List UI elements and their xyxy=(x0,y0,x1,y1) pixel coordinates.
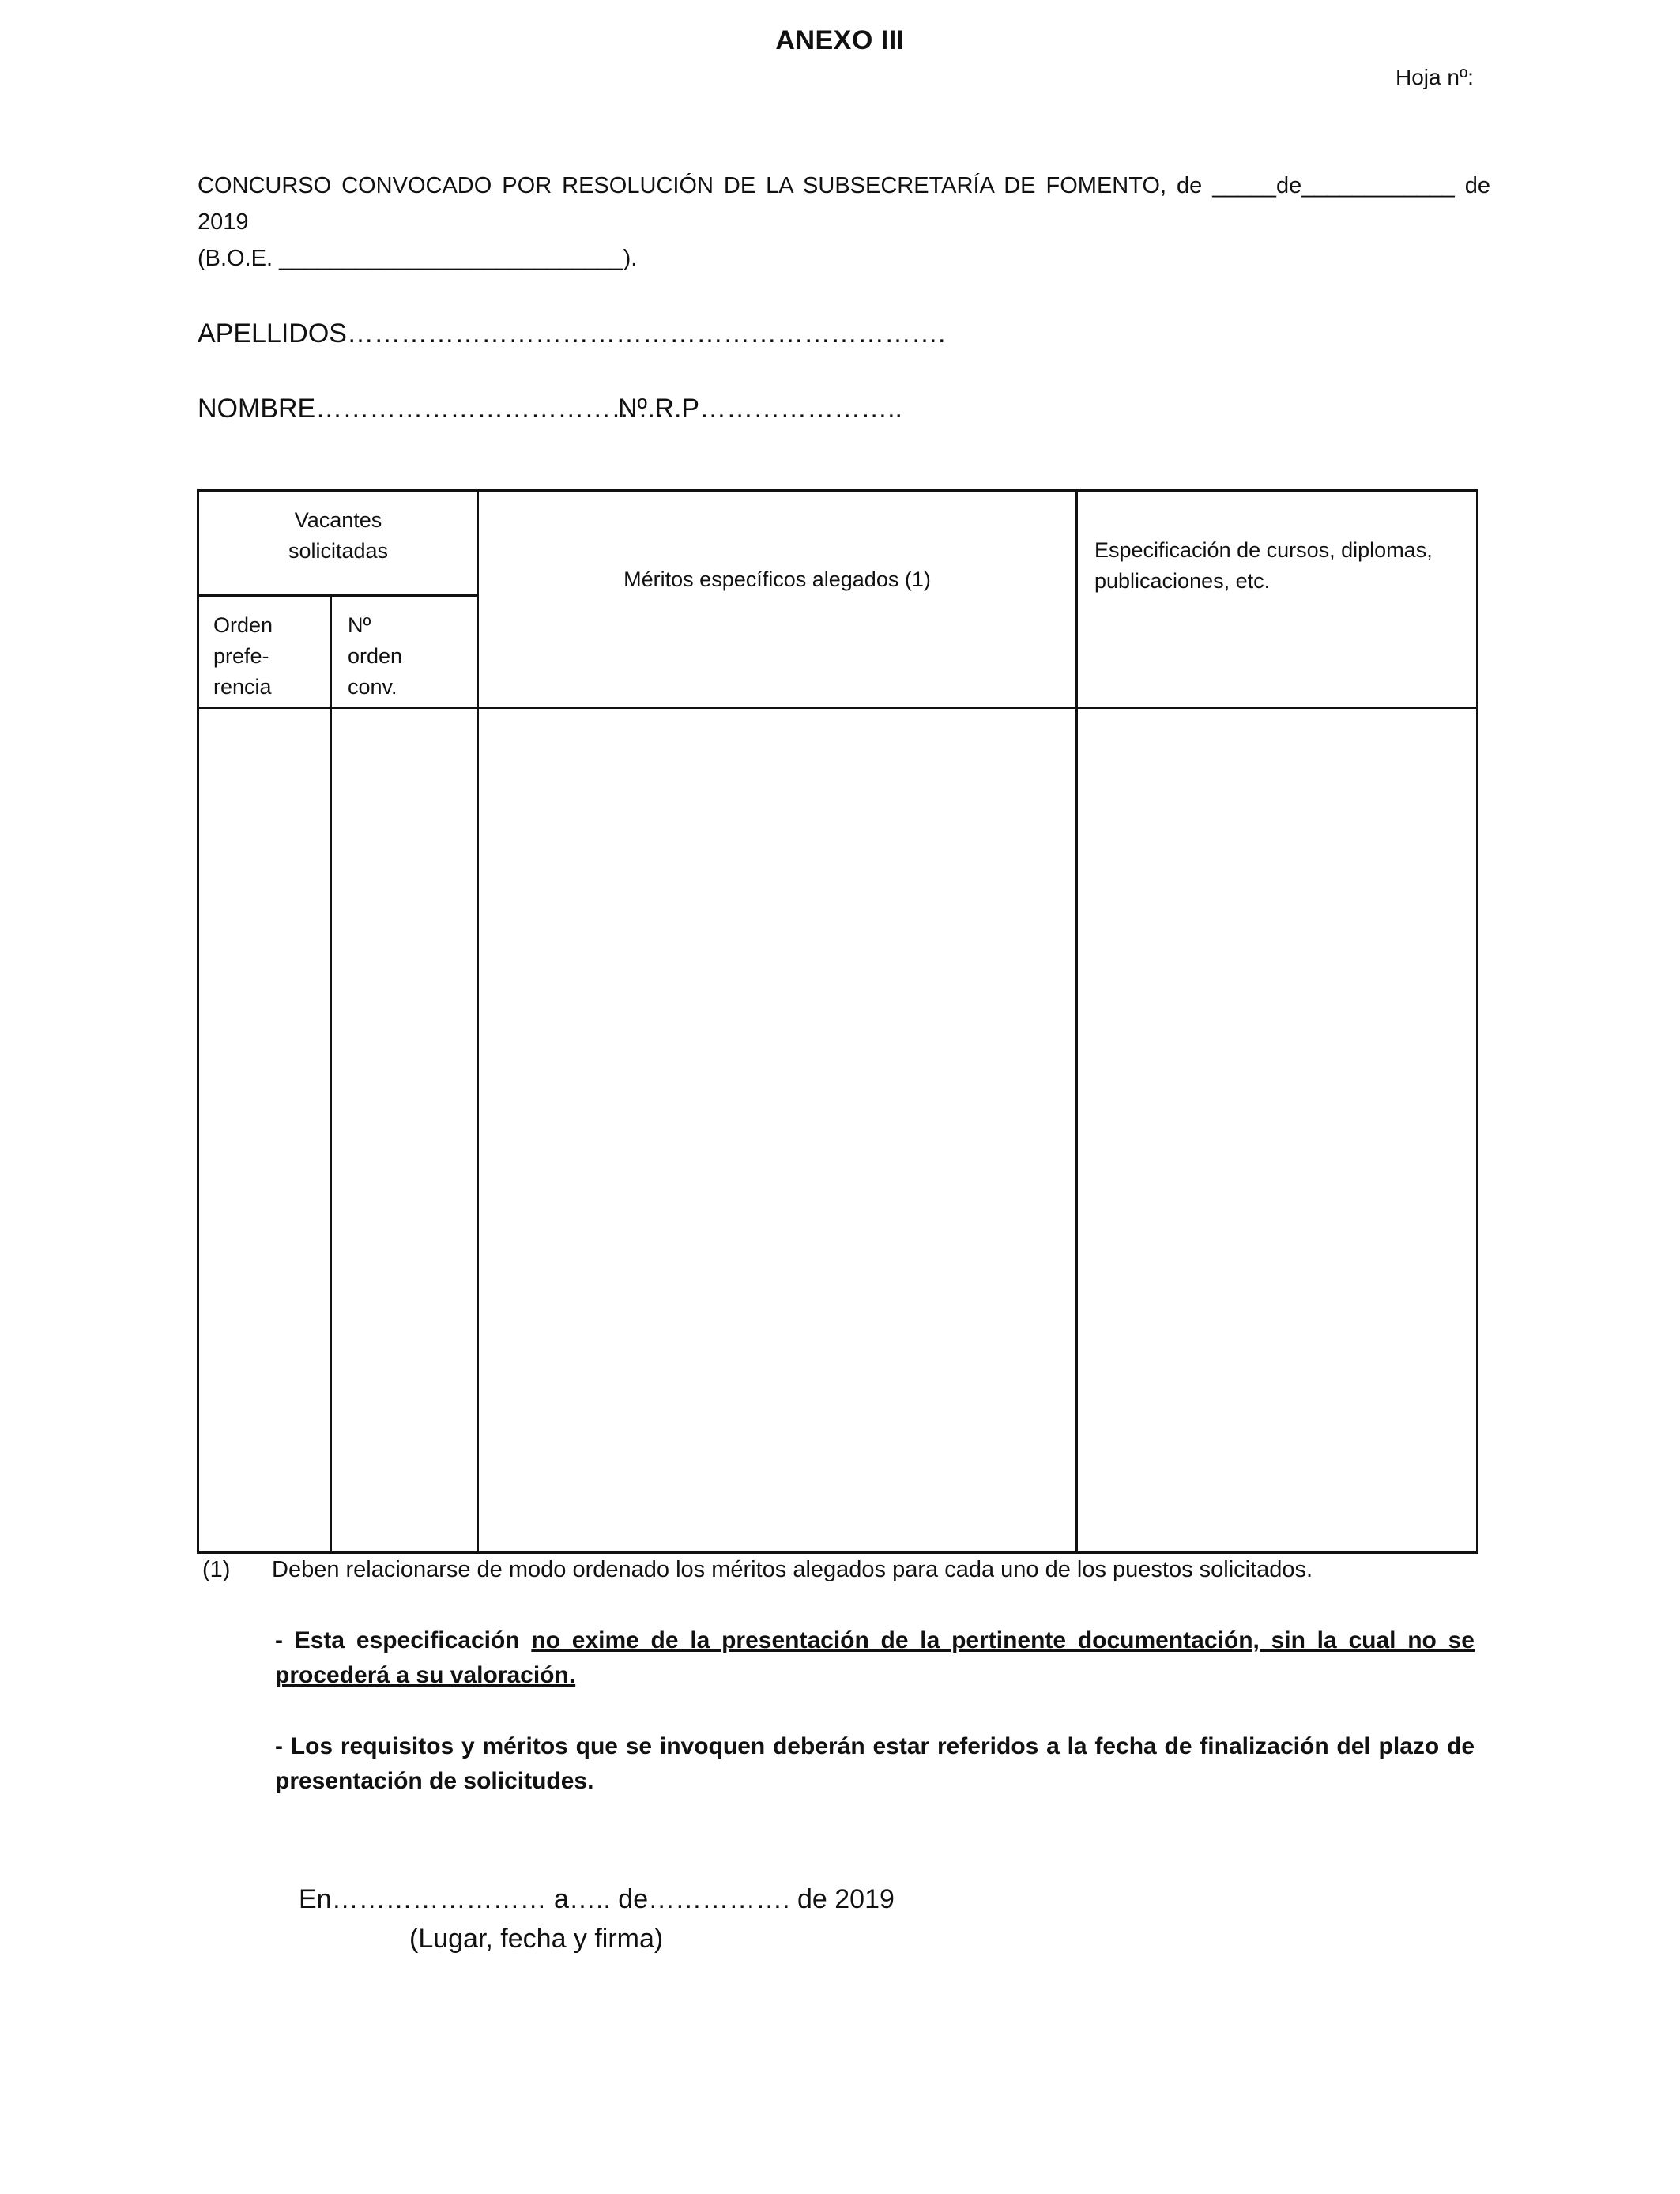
vacantes-header-line-2: solicitadas xyxy=(288,539,389,563)
concurso-line-2: (B.O.E. ___________________________). xyxy=(198,246,638,271)
footnote-text: Deben relacionarse de modo ordenado los méritos alegados para cada uno de los puestos solicitados. xyxy=(272,1557,1313,1582)
meritos-header: Méritos específicos alegados (1) xyxy=(623,567,931,591)
place-date-caption: (Lugar, fecha y firma) xyxy=(409,1924,664,1954)
meritos-entry-cell[interactable] xyxy=(479,709,1075,1551)
vacantes-header-line-1: Vacantes xyxy=(294,508,382,532)
concurso-statement xyxy=(198,168,1490,277)
vacantes-subheader-separator xyxy=(197,594,478,597)
numero-orden-conv-header xyxy=(348,610,402,703)
orden-preferencia-entry-cell[interactable] xyxy=(199,709,330,1551)
especificacion-entry-cell[interactable] xyxy=(1078,709,1476,1551)
place-date-line[interactable]: En…………………… a….. de……………. de 2019 xyxy=(299,1884,895,1914)
table-border-bottom xyxy=(197,1551,1478,1554)
concurso-line-1: CONCURSO CONVOCADO POR RESOLUCIÓN DE LA SUBSECRETARÍA DE FOMENTO, de _____de____________ de 2019 xyxy=(198,173,1490,235)
especificacion-line-2: publicaciones, etc. xyxy=(1094,569,1271,593)
specification-note xyxy=(275,1623,1475,1693)
sheet-number-label: Hoja nº: xyxy=(1396,65,1474,89)
apellidos-field[interactable]: APELLIDOS…………………………………………………………. xyxy=(198,319,946,349)
orden-preferencia-line-2: prefe- xyxy=(213,644,269,668)
footnote-number: (1) xyxy=(202,1557,231,1582)
vacantes-header xyxy=(199,505,477,567)
numero-orden-entry-cell[interactable] xyxy=(332,709,477,1551)
numero-orden-line-2: orden xyxy=(348,644,403,668)
registro-personal-field[interactable]: Nº R.P………………….. xyxy=(618,394,902,424)
orden-preferencia-header xyxy=(213,610,273,703)
especificacion-line-1: Especificación de cursos, diplomas, xyxy=(1094,538,1433,562)
orden-preferencia-line-3: rencia xyxy=(213,675,272,699)
specification-note-underlined: no exime de la presentación de la pertinente documentación, sin la cual no se procederá a su valoración. xyxy=(275,1627,1475,1688)
numero-orden-line-1: Nº xyxy=(348,613,371,637)
nombre-field[interactable]: NOMBRE………………………………… xyxy=(198,394,665,424)
orden-preferencia-line-1: Orden xyxy=(213,613,273,637)
numero-orden-line-3: conv. xyxy=(348,675,397,699)
especificacion-header xyxy=(1094,535,1433,597)
table-border-right xyxy=(1476,489,1478,1554)
specification-note-prefix: - Esta especificación xyxy=(275,1627,532,1653)
requirements-note: - Los requisitos y méritos que se invoquen deberán estar referidos a la fecha de finalización del plazo de presentación de solicitudes. xyxy=(275,1733,1475,1794)
page-title: ANEXO III xyxy=(775,25,905,55)
table-border-top xyxy=(197,489,1478,492)
